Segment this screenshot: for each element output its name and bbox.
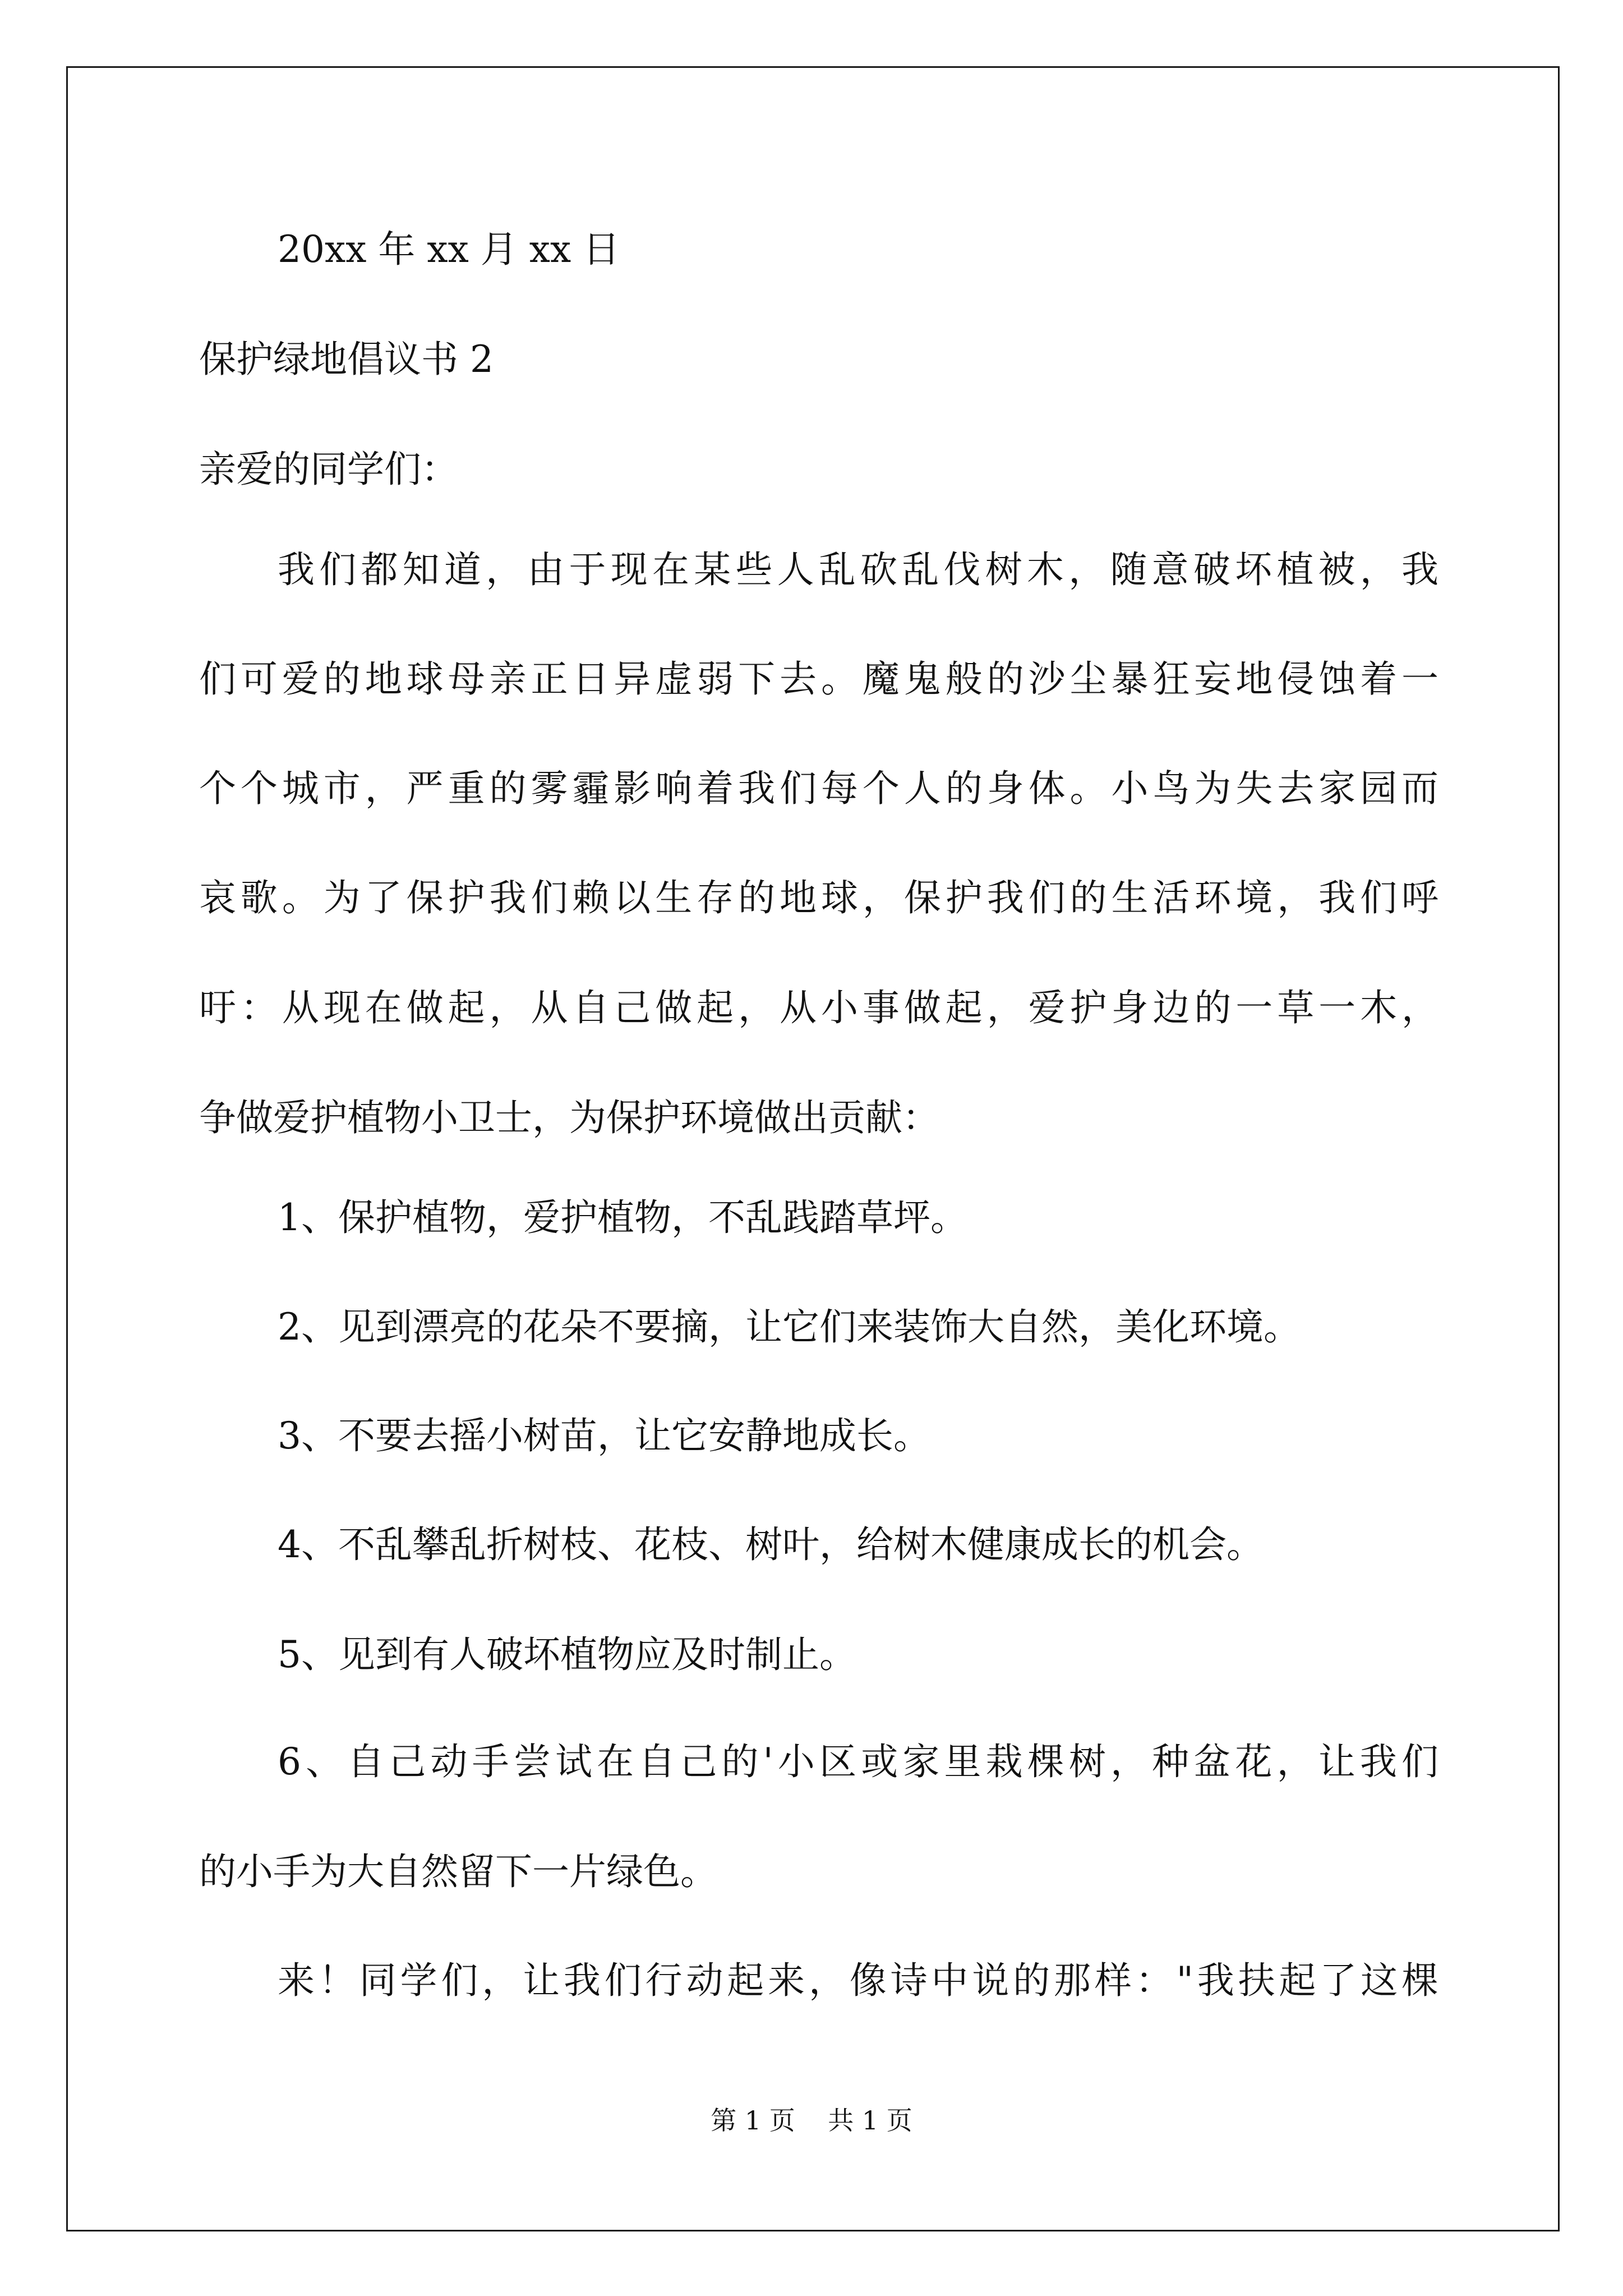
paragraph-1-line: 吁：从现在做起，从自己做起，从小事做起，爱护身边的一草一木， (199, 986, 1438, 1029)
greeting: 亲爱的同学们： (199, 448, 458, 491)
list-item: 2、见到漂亮的花朵不要摘，让它们来装饰大自然，美化环境。 (278, 1305, 1301, 1349)
list-item: 1、保护植物，爱护植物，不乱践踏草坪。 (278, 1196, 967, 1239)
paragraph-1-line: 哀歌。为了保护我们赖以生存的地球，保护我们的生活环境，我们呼 (199, 876, 1438, 919)
list-item: 5、见到有人破坏植物应及时制止。 (278, 1633, 856, 1676)
list-item: 6、自己动手尝试在自己的'小区或家里栽棵树，种盆花，让我们 (278, 1740, 1438, 1783)
list-item: 4、不乱攀乱折树枝、花枝、树叶，给树木健康成长的机会。 (278, 1523, 1264, 1566)
list-item-continuation: 的小手为大自然留下一片绿色。 (199, 1850, 717, 1893)
document-title: 保护绿地倡议书 2 (199, 338, 494, 381)
closing-line: 来！同学们，让我们行动起来，像诗中说的那样："我扶起了这棵 (278, 1959, 1438, 2002)
list-item: 3、不要去摇小树苗，让它安静地成长。 (278, 1414, 930, 1457)
date-line: 20xx 年 xx 月 xx 日 (278, 228, 620, 271)
page-border (66, 66, 1560, 2231)
paragraph-1-line: 个个城市，严重的雾霾影响着我们每个人的身体。小鸟为失去家园而 (199, 767, 1438, 810)
paragraph-1-line: 我们都知道，由于现在某些人乱砍乱伐树木，随意破坏植被，我 (278, 548, 1438, 591)
paragraph-1-line: 们可爱的地球母亲正日异虚弱下去。魔鬼般的沙尘暴狂妄地侵蚀着一 (199, 657, 1438, 701)
paragraph-1-line: 争做爱护植物小卫士，为保护环境做出贡献： (199, 1096, 939, 1139)
page-footer: 第 1 页 共 1 页 (711, 2105, 912, 2136)
